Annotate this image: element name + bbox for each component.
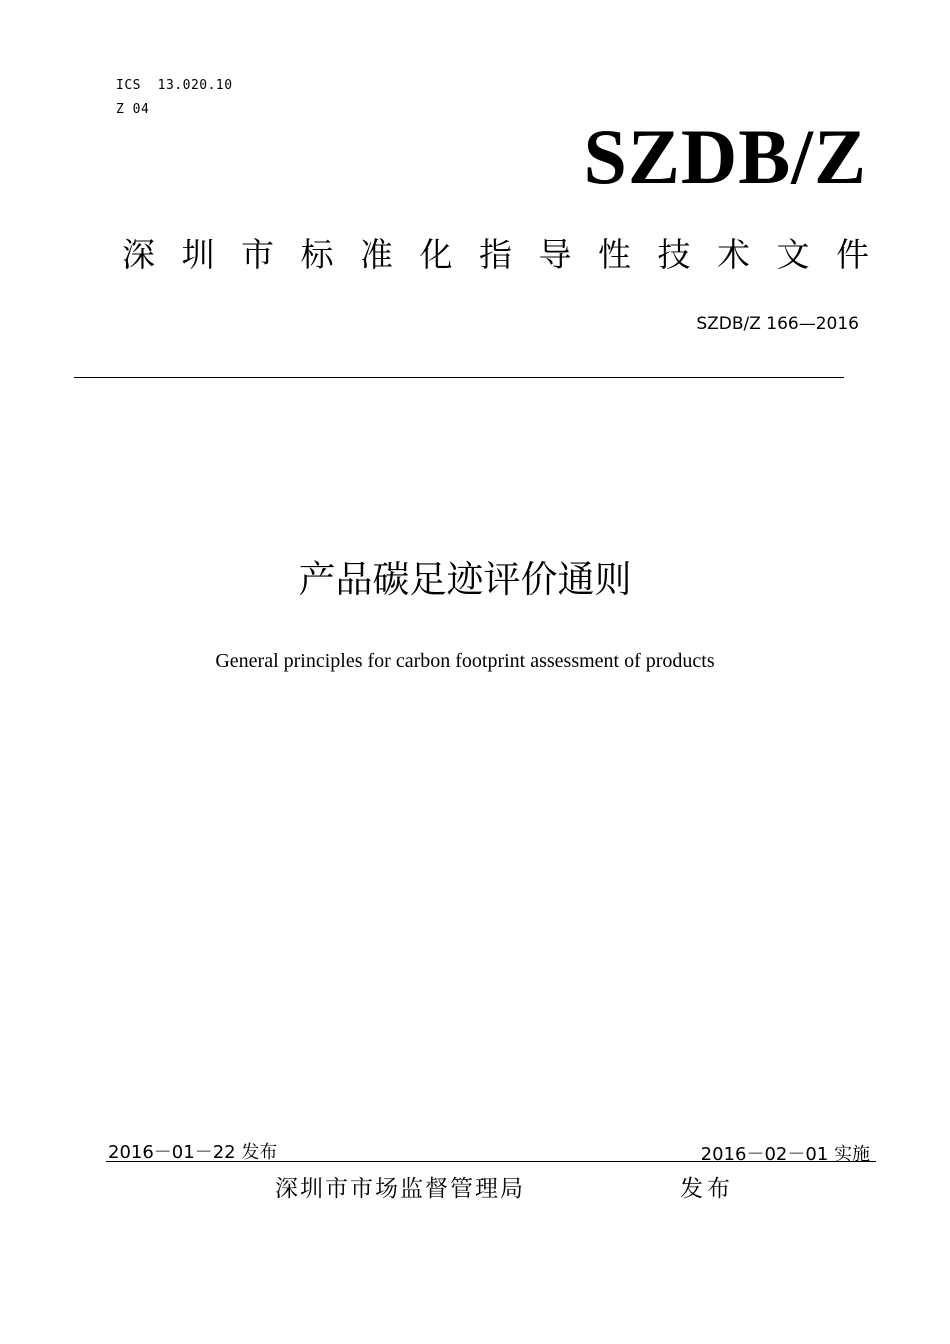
- issuing-authority: 深圳市市场监督管理局: [275, 1176, 525, 1202]
- footer-divider: [106, 1161, 876, 1162]
- standard-code-mark: SZDB/Z: [583, 113, 867, 200]
- ics-code: ICS 13.020.10: [116, 78, 233, 93]
- title-english: General principles for carbon footprint assessment of products: [215, 650, 715, 672]
- document-number: SZDB/Z 166—2016: [696, 314, 859, 334]
- title-chinese: 产品碳足迹评价通则: [298, 558, 632, 601]
- implementation-date: 2016－02－01 实施: [700, 1144, 870, 1165]
- header-divider: [74, 377, 844, 378]
- document-type-heading: 深圳市标准化指导性技术文件: [122, 235, 896, 274]
- issuing-action: 发布: [680, 1176, 734, 1202]
- ccs-code: Z 04: [116, 102, 150, 117]
- issue-date: 2016－01－22 发布: [108, 1142, 278, 1163]
